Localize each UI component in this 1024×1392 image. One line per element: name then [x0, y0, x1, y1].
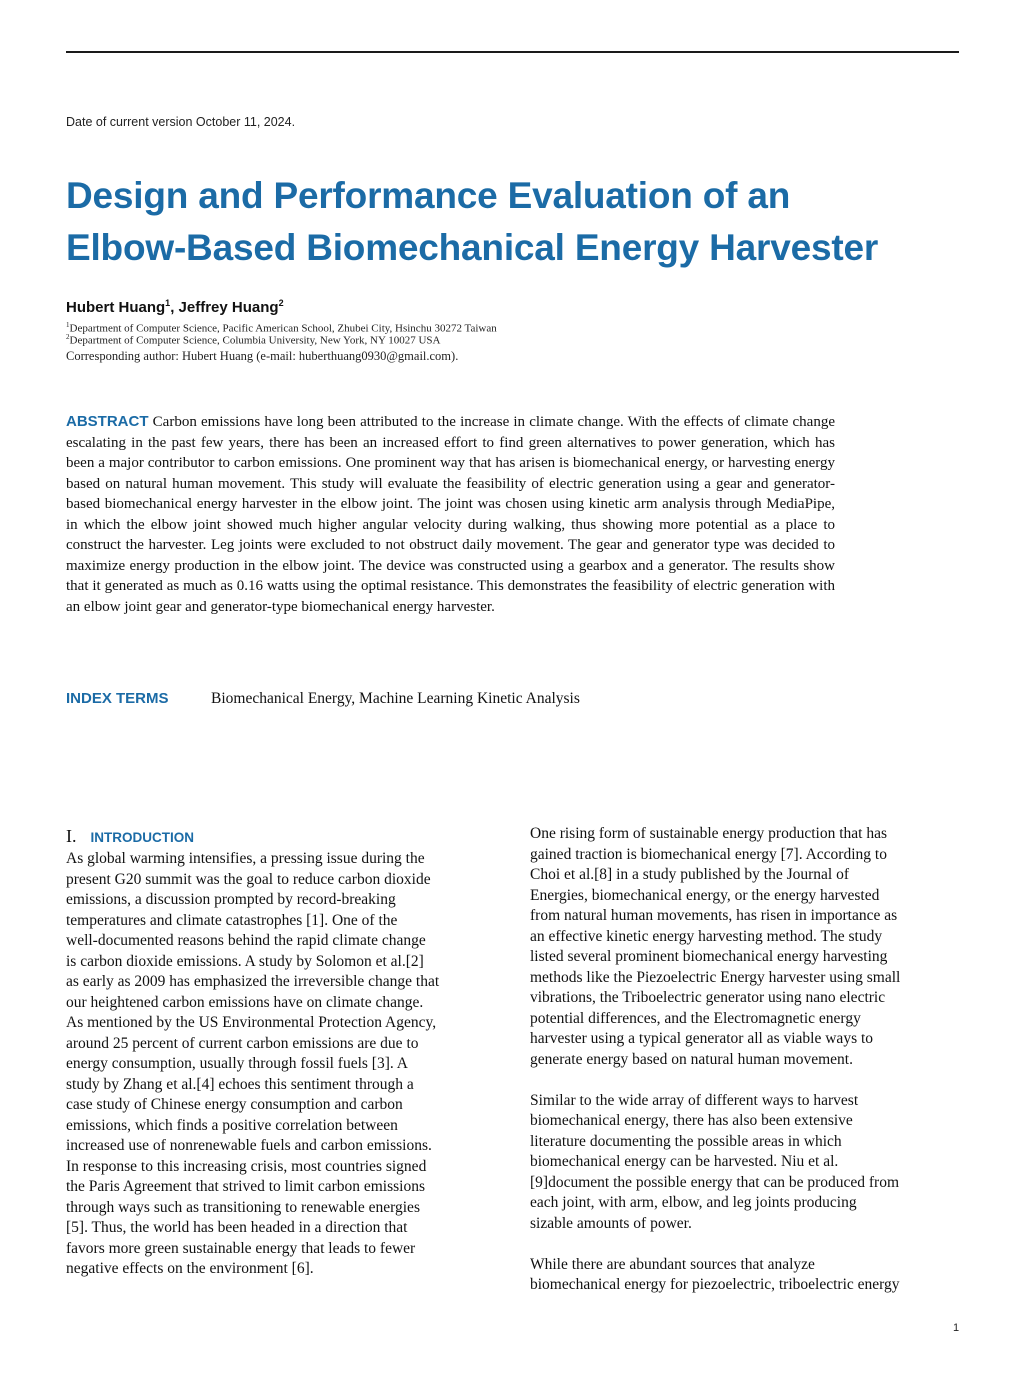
text-line: As global warming intensifies, a pressing issue during the: [66, 850, 425, 867]
text-line: an effective kinetic energy harvesting method. The study: [530, 927, 883, 945]
text-line: literature documenting the possible areas in which: [530, 1132, 842, 1150]
section-heading: [66, 826, 194, 847]
text-line: around 25 percent of current carbon emissions are due to: [66, 1034, 419, 1052]
text-line: As mentioned by the US Environmental Protection Agency,: [66, 1014, 437, 1031]
affiliation-2: [66, 331, 441, 347]
abstract-text: Carbon emissions have long been attributed to the increase in climate change. With the effects of climate change escalating in the past few years, there has been an increased effort to find green alternatives to power generation, which has been a major contributor to carbon emissions. One prominent way that has arisen is biomechanical energy, or harvesting energy based on natural human movement. This study will evaluate the feasibility of electric generation using a gear and generator-based biomechanical energy harvester in the elbow joint. The joint was chosen using kinetic arm analysis through MediaPipe, in which the elbow joint showed much higher angular velocity during walking, thus showing more potential as a place to construct the harvester. Leg joints were excluded to not obstruct daily movement. The gear and generator type was decided to maximize energy production in the elbow joint. The device was constructed using a gearbox and a generator. The results show that it generated as much as 0.16 watts using the optimal resistance. This demonstrates the feasibility of electric generation with an elbow joint gear and generator-type biomechanical energy harvester.: [66, 414, 835, 615]
text-line: temperatures and climate catastrophes [1]. One of the: [66, 911, 398, 929]
intro-right-column: [530, 824, 960, 1296]
text-line: sizable amounts of power.: [530, 1214, 692, 1232]
text-line: harvester using a typical generator all as viable ways to: [530, 1030, 874, 1047]
text-line: is carbon dioxide emissions. A study by Solomon et al.[2]: [66, 952, 424, 970]
text-line: favors more green sustainable energy that leads to fewer: [66, 1239, 416, 1257]
text-line: potential differences, and the Electromagnetic energy: [530, 1009, 861, 1027]
text-line: Similar to the wide array of different ways to harvest: [530, 1091, 859, 1109]
text-line: methods like the Piezoelectric Energy harvester using small: [530, 968, 901, 986]
date-of-version: Date of current version October 11, 2024.: [66, 115, 296, 129]
text-line: While there are abundant sources that analyze: [530, 1255, 815, 1273]
paper-title-line-1: Design and Performance Evaluation of an: [66, 175, 791, 216]
text-line: case study of Chinese energy consumption and carbon: [66, 1096, 403, 1113]
author-affiliation-marker: 1: [165, 298, 171, 308]
text-line: gained traction is biomechanical energy [7]. According to: [530, 845, 887, 863]
text-line: generate energy based on natural human movement.: [530, 1050, 853, 1068]
text-line: Energies, biomechanical energy, or the energy harvested: [530, 886, 880, 904]
header-rule: [66, 51, 959, 53]
text-line: vibrations, the Triboelectric generator using nano electric: [530, 989, 886, 1006]
author-name: Hubert Huang: [66, 299, 166, 316]
text-line: well-documented reasons behind the rapid climate change: [66, 932, 426, 949]
text-line: One rising form of sustainable energy production that has: [530, 825, 887, 842]
text-line: energy consumption, usually through fossil fuels [3]. A: [66, 1055, 408, 1072]
text-line: emissions, a discussion prompted by record-breaking: [66, 891, 396, 908]
text-line: increased use of nonrenewable fuels and carbon emissions.: [66, 1137, 432, 1154]
author-separator: ,: [170, 299, 179, 316]
text-line: emissions, which finds a positive correlation between: [66, 1116, 398, 1134]
affiliation-marker: 2: [66, 333, 70, 341]
text-line: Choi et al.[8] in a study published by the Journal of: [530, 866, 849, 883]
intro-paragraph: [530, 1255, 960, 1296]
paper-title-line-2: Elbow-Based Biomechanical Energy Harvester: [66, 227, 879, 268]
text-line: In response to this increasing crisis, most countries signed: [66, 1157, 427, 1175]
text-line: listed several prominent biomechanical energy harvesting: [530, 948, 888, 965]
affiliation-text: Department of Computer Science, Pacific American School, Zhubei City, Hsinchu 30272 Taiwan: [69, 322, 497, 335]
text-line: biomechanical energy, there has also been extensive: [530, 1112, 853, 1129]
text-line: through ways such as transitioning to renewable energies: [66, 1198, 420, 1216]
page-number: 1: [953, 1322, 960, 1334]
text-line: [9]document the possible energy that can be produced from: [530, 1173, 900, 1191]
text-line: each joint, with arm, elbow, and leg joints producing: [530, 1194, 857, 1211]
intro-paragraph: [530, 1091, 960, 1235]
abstract-label: ABSTRACT: [66, 413, 149, 430]
text-line: as early as 2009 has emphasized the irreversible change that: [66, 973, 440, 990]
text-line: our heightened carbon emissions have on climate change.: [66, 993, 424, 1011]
author-affiliation-marker: 2: [278, 298, 284, 308]
paper-title: [66, 170, 966, 274]
author-list: [66, 298, 284, 316]
text-line: the Paris Agreement that strived to limit carbon emissions: [66, 1178, 426, 1195]
index-terms-text: Biomechanical Energy, Machine Learning Kinetic Analysis: [211, 690, 580, 707]
text-line: biomechanical energy for piezoelectric, triboelectric energy: [530, 1276, 900, 1293]
affiliation-marker: 1: [66, 321, 70, 329]
intro-paragraph: [530, 824, 960, 1070]
section-title: INTRODUCTION: [90, 830, 194, 845]
affiliation-text: Department of Computer Science, Columbia University, New York, NY 10027 USA: [69, 334, 441, 347]
section-number: I.: [66, 826, 77, 846]
text-line: negative effects on the environment [6].: [66, 1260, 314, 1277]
abstract: [66, 412, 835, 617]
text-line: present G20 summit was the goal to reduce carbon dioxide: [66, 870, 431, 888]
intro-left-column: [66, 849, 491, 1280]
corresponding-author: Corresponding author: Hubert Huang (e-mail: huberthuang0930@gmail.com).: [66, 349, 459, 363]
text-line: [5]. Thus, the world has been headed in a direction that: [66, 1219, 408, 1236]
text-line: biomechanical energy can be harvested. Niu et al.: [530, 1153, 839, 1170]
text-line: from natural human movements, has risen in importance as: [530, 907, 898, 924]
author-name: Jeffrey Huang: [178, 299, 279, 316]
index-terms-label: INDEX TERMS: [66, 690, 169, 707]
text-line: study by Zhang et al.[4] echoes this sentiment through a: [66, 1075, 414, 1093]
